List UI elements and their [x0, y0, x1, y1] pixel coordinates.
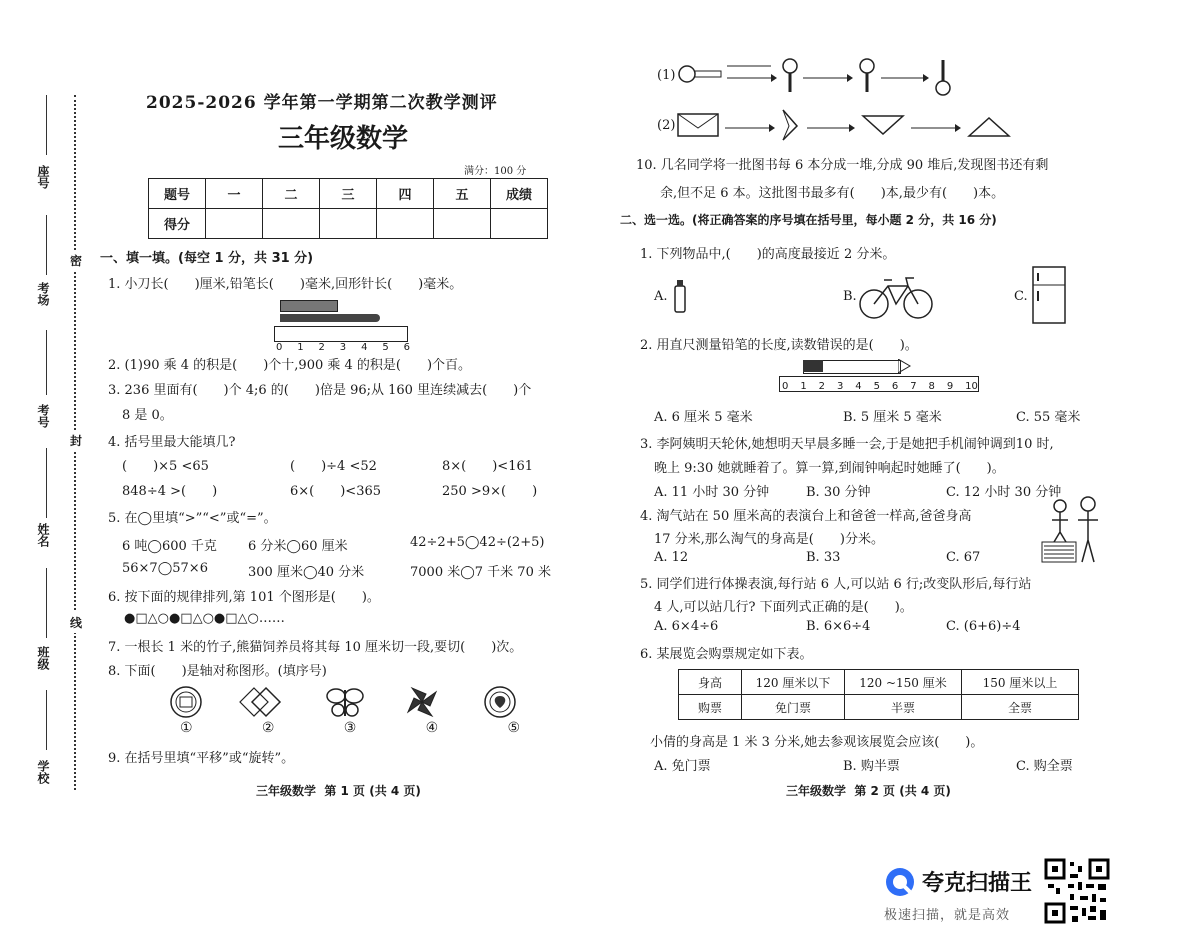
exam-number-line	[46, 330, 47, 395]
c2-text: 2. 用直尺测量铅笔的长度,读数错误的是( )。	[640, 338, 918, 353]
key-2-icon	[783, 59, 797, 92]
q8-label-4: ④	[425, 720, 439, 736]
c5-text-a: 5. 同学们进行体操表演,每行站 6 人,可以站 6 行;改变队形后,每行站	[640, 577, 1032, 592]
c4-text-b: 17 分米,那么淘气的身高是( )分米。	[654, 532, 884, 547]
q6-text: 6. 按下面的规律排列,第 101 个图形是( )。	[108, 590, 380, 605]
ruler-mark: 4	[361, 342, 368, 353]
q4-r1-c2: ( )÷4 <52	[290, 459, 377, 474]
c5-opt-b: B. 6×6÷4	[806, 619, 871, 634]
q8-labels	[180, 720, 520, 736]
score-cell[interactable]	[377, 209, 434, 239]
qr-code-icon	[1044, 858, 1110, 924]
class-label: 班级	[36, 646, 50, 670]
q4-r1-c1: ( )×5 <65	[122, 459, 209, 474]
score-head-3: 三	[320, 179, 377, 209]
page2-footer: 三年级数学 第 2 页 (共 4 页)	[786, 784, 951, 798]
seal-feng: 封	[70, 430, 82, 451]
exam-room-line	[46, 215, 47, 275]
c2-ruler-marks	[782, 381, 978, 392]
name-label: 姓名	[36, 523, 50, 547]
q4-text: 4. 括号里最大能填几?	[108, 435, 236, 450]
q10-text-a: 10. 几名同学将一批图书每 6 本分成一堆,分成 90 堆后,发现图书还有剩	[636, 158, 1049, 173]
score-head-4: 四	[377, 179, 434, 209]
c3-opt-b: B. 30 分钟	[806, 485, 871, 500]
c3-text-b: 晚上 9:30 她就睡着了。算一算,到闹钟响起时她睡了( )。	[654, 461, 1005, 476]
section2-title: 二、选一选。(将正确答案的序号填在括号里，每小题 2 分，共 16 分)	[620, 213, 997, 227]
c3-text-a: 3. 李阿姨明天轮休,她想明天早晨多睡一会,于是她把手机闹钟调到10 时,	[640, 437, 1054, 452]
ruler-mark: 7	[910, 381, 917, 392]
q9-1-label: (1)	[657, 68, 676, 83]
ticket-table	[678, 669, 1079, 720]
q8-figures	[164, 684, 534, 724]
q5-r1-c3: 42÷2+5◯42÷(2+5)	[410, 535, 545, 550]
pencil-eraser	[803, 360, 823, 372]
ticket-head-3: 150 厘米以上	[962, 670, 1079, 695]
seat-number-line	[46, 95, 47, 155]
q3-text-b: 8 是 0。	[122, 408, 173, 423]
exam-room-label: 考场	[36, 282, 50, 306]
ruler-mark: 2	[318, 342, 325, 353]
ruler-mark: 3	[836, 381, 844, 392]
arrow-right-icon	[803, 74, 853, 82]
c4-opt-b: B. 33	[806, 550, 841, 565]
q10-text-b: 余,但不足 6 本。这批图书最多有( )本,最少有( )本。	[660, 186, 1005, 201]
ruler-mark: 0	[782, 381, 789, 392]
q5-r2-c3: 7000 米◯7 千米 70 米	[410, 565, 551, 580]
watermark-slogan: 极速扫描，就是高效	[884, 908, 1011, 923]
ruler-mark: 6	[891, 381, 899, 392]
ticket-cell: 半票	[845, 695, 962, 720]
q8-text: 8. 下面( )是轴对称图形。(填序号)	[108, 664, 327, 679]
exam-number-label: 考号	[36, 404, 50, 428]
score-table	[148, 178, 548, 239]
score-head-2: 二	[263, 179, 320, 209]
school-line	[46, 690, 47, 750]
key-3-icon	[860, 59, 874, 92]
figure-5-icon	[485, 687, 515, 717]
q6-pattern: ●□△○●□△○●□△○……	[124, 611, 285, 626]
figure-4-pinwheel-icon	[408, 688, 436, 716]
envelope-2-icon	[783, 110, 797, 140]
q4-r2-c1: 848÷4 >( )	[122, 484, 218, 499]
pencil-tip-icon	[898, 359, 912, 373]
q1-ruler-marks	[276, 342, 410, 353]
ruler-mark: 5	[382, 342, 389, 353]
q9-1-key-sequence	[675, 56, 965, 98]
c1-opt-b: B.	[843, 289, 857, 304]
ruler-mark: 10	[965, 381, 978, 392]
score-cell[interactable]	[206, 209, 263, 239]
arrow-right-icon	[725, 124, 775, 132]
figure-2-icon	[240, 688, 280, 716]
ruler-mark: 3	[339, 342, 347, 353]
key-1-icon	[679, 66, 721, 82]
score-head-1: 一	[206, 179, 263, 209]
knife-image	[280, 300, 338, 312]
ruler-mark: 4	[855, 381, 862, 392]
year-title: 2025-2026 学年第一学期第二次教学测评	[146, 93, 498, 113]
ticket-cell: 免门票	[742, 695, 845, 720]
ruler-mark: 6	[403, 342, 410, 353]
ruler-mark: 1	[297, 342, 304, 353]
c3-opt-c: C. 12 小时 30 分钟	[946, 485, 1062, 500]
figure-3-butterfly-icon	[327, 689, 363, 716]
q5-r1-c1: 6 吨◯600 千克	[122, 539, 217, 554]
ruler-mark: 0	[276, 342, 283, 353]
c6-opt-c: C. 购全票	[1016, 759, 1073, 774]
q8-label-3: ③	[343, 720, 357, 736]
score-head-5: 五	[434, 179, 491, 209]
class-line	[46, 568, 47, 638]
c5-opt-a: A. 6×4÷6	[654, 619, 719, 634]
pencil-image	[280, 314, 380, 322]
c2-opt-a: A. 6 厘米 5 毫米	[654, 410, 753, 425]
q8-label-1: ①	[180, 720, 193, 736]
c1-text: 1. 下列物品中,( )的高度最接近 2 分米。	[640, 247, 896, 262]
ticket-head-0: 身高	[679, 670, 742, 695]
q5-r2-c1: 56×7◯57×6	[122, 561, 208, 576]
score-head-6: 成绩	[491, 179, 548, 209]
score-cell[interactable]	[263, 209, 320, 239]
full-score: 满分：100 分	[464, 166, 527, 177]
c6-opt-a: A. 免门票	[654, 759, 711, 774]
c3-opt-a: A. 11 小时 30 分钟	[654, 485, 770, 500]
c4-text-a: 4. 淘气站在 50 厘米高的表演台上和爸爸一样高,爸爸身高	[640, 509, 972, 524]
ruler-mark: 5	[873, 381, 880, 392]
q4-r2-c2: 6×( )<365	[290, 484, 382, 499]
q4-r1-c3: 8×( )<161	[442, 459, 534, 474]
ruler-mark: 1	[800, 381, 807, 392]
subject-title: 三年级数学	[278, 124, 409, 154]
q1-text: 1. 小刀长( )厘米,铅笔长( )毫米,回形针长( )毫米。	[108, 277, 463, 292]
arrow-right-icon	[881, 74, 929, 82]
c6-opt-b: B. 购半票	[843, 759, 900, 774]
score-cell[interactable]	[434, 209, 491, 239]
q9-2-label: (2)	[657, 118, 676, 133]
seal-mi: 密	[70, 250, 82, 271]
envelope-4-icon	[969, 118, 1009, 136]
c6-text-b: 小倩的身高是 1 米 3 分米,她去参观该展览会应该( )。	[650, 735, 984, 750]
envelope-1-icon	[678, 114, 718, 136]
score-head-0: 题号	[149, 179, 206, 209]
c2-opt-b: B. 5 厘米 5 毫米	[843, 410, 942, 425]
score-cell[interactable]	[491, 209, 548, 239]
arrow-right-icon	[807, 124, 855, 132]
c4-opt-a: A. 12	[654, 550, 689, 565]
page1-footer: 三年级数学 第 1 页 (共 4 页)	[256, 784, 421, 798]
arrow-right-icon	[727, 66, 777, 82]
c4-opt-c: C. 67	[946, 550, 981, 565]
c2-opt-c: C. 55 毫米	[1016, 410, 1081, 425]
q9-text: 9. 在括号里填“平移”或“旋转”。	[108, 751, 295, 766]
refrigerator-icon	[1030, 265, 1070, 325]
seat-number-label: 座号	[36, 165, 50, 189]
seal-xian: 线	[70, 612, 82, 633]
c5-text-b: 4 人,可以站几行? 下面列式正确的是( )。	[654, 600, 913, 615]
bicycle-icon	[858, 272, 934, 322]
q8-label-2: ②	[261, 720, 275, 736]
score-row-label: 得分	[149, 209, 206, 239]
key-4-icon	[936, 60, 950, 95]
q5-r1-c2: 6 分米◯60 厘米	[248, 539, 348, 554]
ruler-mark: 9	[946, 381, 954, 392]
ticket-cell: 全票	[962, 695, 1079, 720]
envelope-3-icon	[863, 116, 903, 134]
section1-title: 一、填一填。(每空 1 分，共 31 分)	[100, 251, 314, 266]
arrow-right-icon	[911, 124, 961, 132]
q3-text-a: 3. 236 里面有( )个 4;6 的( )倍是 96;从 160 里连续减去( )个	[108, 383, 532, 398]
score-cell[interactable]	[320, 209, 377, 239]
ticket-row-label: 购票	[679, 695, 742, 720]
q2-text: 2. (1)90 乘 4 的积是( )个十,900 乘 4 的积是( )个百。	[108, 358, 472, 373]
q9-2-envelope-sequence	[675, 106, 1015, 142]
figure-1-icon	[171, 687, 201, 717]
watermark-brand: 夸克扫描王	[922, 871, 1033, 896]
ruler-mark: 2	[818, 381, 825, 392]
c5-opt-c: C. (6+6)÷4	[946, 619, 1021, 634]
c1-opt-a: A.	[654, 289, 668, 304]
q5-text: 5. 在◯里填“>”“<”或“=”。	[108, 511, 277, 526]
name-line	[46, 448, 47, 518]
q4-r2-c3: 250 >9×( )	[442, 484, 538, 499]
q8-label-5: ⑤	[507, 720, 520, 736]
c1-opt-c: C.	[1014, 289, 1028, 304]
c6-text: 6. 某展览会购票规定如下表。	[640, 647, 813, 662]
q7-text: 7. 一根长 1 米的竹子,熊猫饲养员将其每 10 厘米切一段,要切( )次。	[108, 640, 523, 655]
school-label: 学校	[36, 760, 50, 784]
ticket-head-1: 120 厘米以下	[742, 670, 845, 695]
q5-r2-c2: 300 厘米◯40 分米	[248, 565, 365, 580]
ticket-head-2: 120 ~150 厘米	[845, 670, 962, 695]
bottle-icon	[670, 278, 690, 314]
father-son-stage-icon	[1040, 494, 1106, 566]
q1-ruler	[274, 326, 408, 342]
quark-scanner-logo-icon	[884, 866, 916, 898]
ruler-mark: 8	[928, 381, 935, 392]
